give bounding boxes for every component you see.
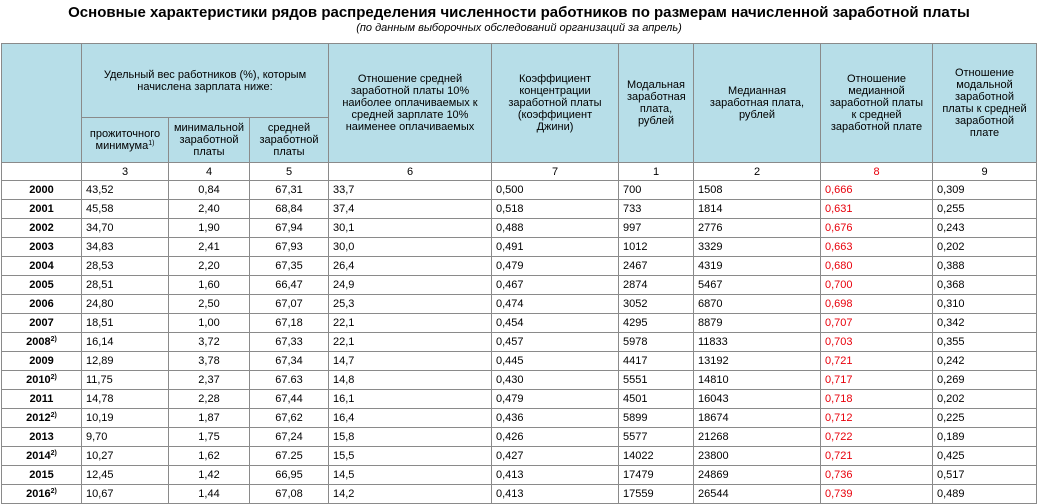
value-cell: 2,41 — [169, 238, 250, 257]
value-cell: 5551 — [619, 371, 694, 390]
value-cell: 2,28 — [169, 390, 250, 409]
value-cell: 0,413 — [492, 485, 619, 504]
share-group-header: Удельный вес работников (%), которым начислена зарплата ниже: — [82, 44, 329, 118]
value-cell: 0,698 — [821, 295, 933, 314]
value-cell: 0,676 — [821, 219, 933, 238]
footnote-marker: 2) — [50, 488, 57, 495]
value-cell: 3052 — [619, 295, 694, 314]
value-cell: 12,89 — [82, 352, 169, 371]
value-cell: 2776 — [694, 219, 821, 238]
value-cell: 0,242 — [933, 352, 1037, 371]
year-cell: 2004 — [2, 257, 82, 276]
table-row — [2, 390, 1037, 409]
value-cell: 23800 — [694, 447, 821, 466]
value-cell: 0,500 — [492, 181, 619, 200]
table-row — [2, 485, 1037, 504]
value-cell: 0,454 — [492, 314, 619, 333]
table-row — [2, 314, 1037, 333]
value-cell: 4501 — [619, 390, 694, 409]
value-cell: 67,44 — [250, 390, 329, 409]
value-cell: 0,666 — [821, 181, 933, 200]
value-cell: 5978 — [619, 333, 694, 352]
table-row — [2, 428, 1037, 447]
column-number-cell: 9 — [933, 163, 1037, 181]
year-cell: 2001 — [2, 200, 82, 219]
value-cell: 43,52 — [82, 181, 169, 200]
minimal-wage-header: минимальной заработной платы — [169, 118, 250, 163]
value-cell: 0,700 — [821, 276, 933, 295]
footnote-marker: 2) — [50, 450, 57, 457]
value-cell: 0,680 — [821, 257, 933, 276]
value-cell: 0,202 — [933, 390, 1037, 409]
value-cell: 67,33 — [250, 333, 329, 352]
value-cell: 24,80 — [82, 295, 169, 314]
value-cell: 1,00 — [169, 314, 250, 333]
table-row — [2, 409, 1037, 428]
value-cell: 67.25 — [250, 447, 329, 466]
column-number-cell — [2, 163, 82, 181]
table-row — [2, 466, 1037, 485]
value-cell: 16,4 — [329, 409, 492, 428]
value-cell: 33,7 — [329, 181, 492, 200]
value-cell: 2,37 — [169, 371, 250, 390]
value-cell: 0,426 — [492, 428, 619, 447]
value-cell: 733 — [619, 200, 694, 219]
value-cell: 0,721 — [821, 447, 933, 466]
table-title: Основные характеристики рядов распределения численности работников по размерам начисленной заработной платы — [68, 4, 970, 21]
value-cell: 997 — [619, 219, 694, 238]
value-cell: 5899 — [619, 409, 694, 428]
value-cell: 10,67 — [82, 485, 169, 504]
value-cell: 37,4 — [329, 200, 492, 219]
value-cell: 0,255 — [933, 200, 1037, 219]
year-cell: 2003 — [2, 238, 82, 257]
value-cell: 0,663 — [821, 238, 933, 257]
value-cell: 14,78 — [82, 390, 169, 409]
table-row — [2, 447, 1037, 466]
value-cell: 22,1 — [329, 333, 492, 352]
footnote-marker: 2) — [50, 412, 57, 419]
value-cell: 25,3 — [329, 295, 492, 314]
value-cell: 1,60 — [169, 276, 250, 295]
column-number-cell: 3 — [82, 163, 169, 181]
value-cell: 2,40 — [169, 200, 250, 219]
value-cell: 67,24 — [250, 428, 329, 447]
value-cell: 0,310 — [933, 295, 1037, 314]
value-cell: 67,93 — [250, 238, 329, 257]
value-cell: 0,84 — [169, 181, 250, 200]
value-cell: 1,90 — [169, 219, 250, 238]
year-cell: 2010$^{2)}$ — [2, 371, 82, 390]
value-cell: 1,87 — [169, 409, 250, 428]
table-row — [2, 333, 1037, 352]
value-cell: 0,703 — [821, 333, 933, 352]
value-cell: 14810 — [694, 371, 821, 390]
value-cell: 5577 — [619, 428, 694, 447]
value-cell: 0,269 — [933, 371, 1037, 390]
median-wage-header: Медианная заработная плата, рублей — [694, 44, 821, 163]
value-cell: 1508 — [694, 181, 821, 200]
value-cell: 0,717 — [821, 371, 933, 390]
average-wage-header: средней заработной платы — [250, 118, 329, 163]
value-cell: 18,51 — [82, 314, 169, 333]
value-cell: 0,413 — [492, 466, 619, 485]
value-cell: 68,84 — [250, 200, 329, 219]
value-cell: 0,479 — [492, 390, 619, 409]
value-cell: 0,489 — [933, 485, 1037, 504]
value-cell: 4295 — [619, 314, 694, 333]
value-cell: 67,31 — [250, 181, 329, 200]
value-cell: 0,518 — [492, 200, 619, 219]
value-cell: 0,309 — [933, 181, 1037, 200]
value-cell: 5467 — [694, 276, 821, 295]
value-cell: 1012 — [619, 238, 694, 257]
year-cell: 2014$^{2)}$ — [2, 447, 82, 466]
value-cell: 67,18 — [250, 314, 329, 333]
value-cell: 700 — [619, 181, 694, 200]
value-cell: 0,445 — [492, 352, 619, 371]
year-cell: 2007 — [2, 314, 82, 333]
year-cell: 2000 — [2, 181, 82, 200]
value-cell: 14022 — [619, 447, 694, 466]
value-cell: 26,4 — [329, 257, 492, 276]
value-cell: 67,94 — [250, 219, 329, 238]
value-cell: 9,70 — [82, 428, 169, 447]
column-number-cell: 4 — [169, 163, 250, 181]
year-cell: 2008$^{2)}$ — [2, 333, 82, 352]
value-cell: 4319 — [694, 257, 821, 276]
value-cell: 1,44 — [169, 485, 250, 504]
value-cell: 18674 — [694, 409, 821, 428]
value-cell: 66,95 — [250, 466, 329, 485]
column-number-cell: 1 — [619, 163, 694, 181]
value-cell: 34,70 — [82, 219, 169, 238]
table-row — [2, 200, 1037, 219]
value-cell: 0,712 — [821, 409, 933, 428]
value-cell: 14,2 — [329, 485, 492, 504]
value-cell: 2,50 — [169, 295, 250, 314]
value-cell: 67,34 — [250, 352, 329, 371]
value-cell: 34,83 — [82, 238, 169, 257]
value-cell: 0,517 — [933, 466, 1037, 485]
value-cell: 0,243 — [933, 219, 1037, 238]
value-cell: 0,707 — [821, 314, 933, 333]
value-cell: 6870 — [694, 295, 821, 314]
value-cell: 22,1 — [329, 314, 492, 333]
year-cell: 2006 — [2, 295, 82, 314]
value-cell: 24869 — [694, 466, 821, 485]
value-cell: 0,388 — [933, 257, 1037, 276]
value-cell: 0,718 — [821, 390, 933, 409]
table-row — [2, 181, 1037, 200]
table-subtitle: (по данным выборочных обследований организаций за апрель) — [356, 22, 682, 34]
value-cell: 3,78 — [169, 352, 250, 371]
value-cell: 4417 — [619, 352, 694, 371]
value-cell: 24,9 — [329, 276, 492, 295]
year-cell: 2016$^{2)}$ — [2, 485, 82, 504]
value-cell: 11,75 — [82, 371, 169, 390]
year-cell: 2005 — [2, 276, 82, 295]
value-cell: 17559 — [619, 485, 694, 504]
value-cell: 26544 — [694, 485, 821, 504]
year-header — [2, 44, 82, 163]
value-cell: 0,739 — [821, 485, 933, 504]
year-cell: 2009 — [2, 352, 82, 371]
column-number-cell: 8 — [821, 163, 933, 181]
subsistence-header: прожиточного минимума$^{1)}$ — [82, 118, 169, 163]
value-cell: 1814 — [694, 200, 821, 219]
value-cell: 30,1 — [329, 219, 492, 238]
value-cell: 10,27 — [82, 447, 169, 466]
value-cell: 0,225 — [933, 409, 1037, 428]
value-cell: 0,202 — [933, 238, 1037, 257]
value-cell: 3,72 — [169, 333, 250, 352]
value-cell: 11833 — [694, 333, 821, 352]
value-cell: 67,62 — [250, 409, 329, 428]
value-cell: 0,736 — [821, 466, 933, 485]
year-cell: 2013 — [2, 428, 82, 447]
value-cell: 28,51 — [82, 276, 169, 295]
value-cell: 16,14 — [82, 333, 169, 352]
value-cell: 14,5 — [329, 466, 492, 485]
value-cell: 16043 — [694, 390, 821, 409]
value-cell: 28,53 — [82, 257, 169, 276]
median-to-average-header: Отношение медианной заработной платы к средней заработной плате — [821, 44, 933, 163]
value-cell: 67,08 — [250, 485, 329, 504]
value-cell: 67,07 — [250, 295, 329, 314]
table-body — [2, 181, 1037, 504]
value-cell: 3329 — [694, 238, 821, 257]
value-cell: 0,355 — [933, 333, 1037, 352]
value-cell: 2874 — [619, 276, 694, 295]
table-row — [2, 257, 1037, 276]
year-cell: 2002 — [2, 219, 82, 238]
value-cell: 0,491 — [492, 238, 619, 257]
value-cell: 2,20 — [169, 257, 250, 276]
value-cell: 1,75 — [169, 428, 250, 447]
table-row — [2, 352, 1037, 371]
ratio-10-header: Отношение средней заработной платы 10% наиболее оплачиваемых к средней зарплате 10% наименее оплачиваемых — [329, 44, 492, 163]
year-cell: 2011 — [2, 390, 82, 409]
value-cell: 14,7 — [329, 352, 492, 371]
value-cell: 0,631 — [821, 200, 933, 219]
footnote-marker: 1) — [148, 140, 155, 147]
value-cell: 0,427 — [492, 447, 619, 466]
value-cell: 0,436 — [492, 409, 619, 428]
value-cell: 17479 — [619, 466, 694, 485]
value-cell: 0,467 — [492, 276, 619, 295]
footnote-marker: 2) — [50, 374, 57, 381]
value-cell: 45,58 — [82, 200, 169, 219]
value-cell: 0,479 — [492, 257, 619, 276]
year-cell: 2015 — [2, 466, 82, 485]
value-cell: 67,35 — [250, 257, 329, 276]
column-number-cell: 2 — [694, 163, 821, 181]
value-cell: 1,42 — [169, 466, 250, 485]
value-cell: 67.63 — [250, 371, 329, 390]
value-cell: 15,5 — [329, 447, 492, 466]
table-row — [2, 219, 1037, 238]
value-cell: 14,8 — [329, 371, 492, 390]
column-number-cell: 5 — [250, 163, 329, 181]
value-cell: 10,19 — [82, 409, 169, 428]
value-cell: 15,8 — [329, 428, 492, 447]
modal-to-average-header: Отношение модальной заработной платы к средней заработной плате — [933, 44, 1037, 163]
table-row — [2, 276, 1037, 295]
column-number-row — [2, 163, 1037, 181]
wage-distribution-table — [1, 43, 1037, 504]
value-cell: 30,0 — [329, 238, 492, 257]
footnote-marker: 2) — [50, 336, 57, 343]
value-cell: 0,474 — [492, 295, 619, 314]
value-cell: 13192 — [694, 352, 821, 371]
table-row — [2, 371, 1037, 390]
value-cell: 2467 — [619, 257, 694, 276]
column-number-cell: 7 — [492, 163, 619, 181]
value-cell: 0,342 — [933, 314, 1037, 333]
value-cell: 0,425 — [933, 447, 1037, 466]
value-cell: 0,488 — [492, 219, 619, 238]
value-cell: 8879 — [694, 314, 821, 333]
value-cell: 0,368 — [933, 276, 1037, 295]
table-row — [2, 238, 1037, 257]
value-cell: 66,47 — [250, 276, 329, 295]
value-cell: 0,722 — [821, 428, 933, 447]
table-row — [2, 295, 1037, 314]
value-cell: 21268 — [694, 428, 821, 447]
gini-header: Коэффициент концентрации заработной платы (коэффициент Джини) — [492, 44, 619, 163]
value-cell: 0,721 — [821, 352, 933, 371]
column-number-cell: 6 — [329, 163, 492, 181]
value-cell: 0,457 — [492, 333, 619, 352]
value-cell: 12,45 — [82, 466, 169, 485]
value-cell: 0,430 — [492, 371, 619, 390]
modal-wage-header: Модальная заработная плата, рублей — [619, 44, 694, 163]
year-cell: 2012$^{2)}$ — [2, 409, 82, 428]
value-cell: 0,189 — [933, 428, 1037, 447]
value-cell: 16,1 — [329, 390, 492, 409]
value-cell: 1,62 — [169, 447, 250, 466]
